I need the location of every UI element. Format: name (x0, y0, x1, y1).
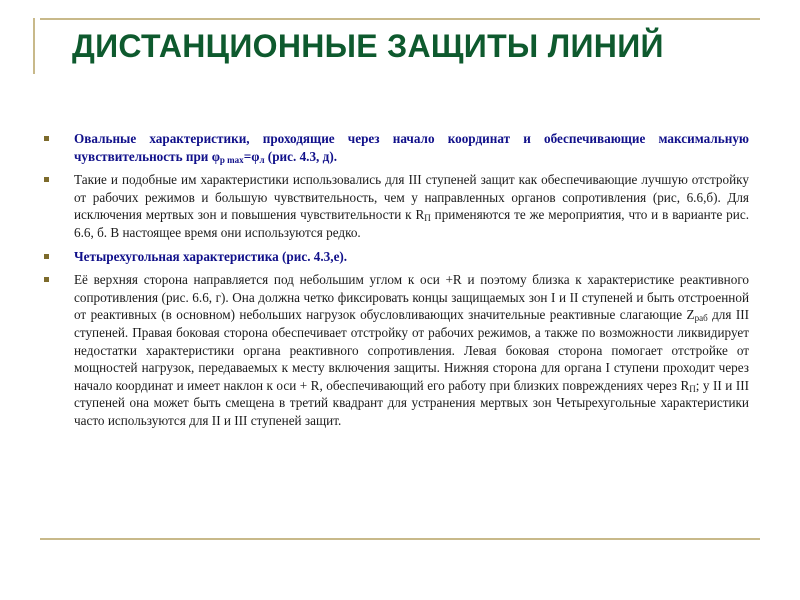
left-accent-line (33, 18, 35, 74)
bullet-list (44, 130, 749, 436)
top-divider (40, 18, 760, 20)
bullet-oval-characteristics: Овальные характеристики, проходящие через начало координат и обеспечивающие максимальную чувствительность при $\varphi_{р max}=\varphi_л$ (рис. 4.3, д). (44, 130, 749, 165)
square-bullet-icon (44, 177, 49, 182)
bullet-quadrilateral-description: Её верхняя сторона направляется под небольшим углом к оси +R и поэтому близка к характеристике реактивного сопротивления (рис. 6.6, г). Она должна четко фиксировать концы защищаемых зон I и II ступеней и быть отстроенной от реактивных (в основном) небольших нагрузок обусловливающих значительные реактивные слагающие $Z_{раб}$ для III ступеней. Правая боковая сторона обеспечивает отстройку от рабочих режимов, а также по возможности ликвидирует недостатки характеристики органа реактивного сопротивления. Левая боковая сторона помогает отстройке от мощностей нагрузок, передаваемых к месту включения защиты. Нижняя сторона для органа I ступени проходит через начало координат и имеет наклон к оси + R, обеспечивающий его работу при близких повреждениях через $R_П$; у II и III ступеней она может быть смещена в третий квадрант для устранения мертвых зон Четырехугольные характеристики часто используются для II и III ступеней защит. (44, 271, 749, 429)
square-bullet-icon (44, 277, 49, 282)
bullet-quadrilateral-characteristic: Четырехугольная характеристика (рис. 4.3,е). (44, 248, 749, 266)
bottom-divider (40, 538, 760, 540)
page-title: ДИСТАНЦИОННЫЕ ЗАЩИТЫ ЛИНИЙ (72, 28, 664, 64)
square-bullet-icon (44, 136, 49, 141)
bullet-usage-description: Такие и подобные им характеристики использовались для III ступеней защит как обеспечивающие лучшую отстройку от рабочих режимов и большую чувствительность, чем у направленных органов сопротивления (рис, 6.6,б). Для исключения мертвых зон и повышения чувствительности к $R_П$ применяются те же мероприятия, что и в варианте рис. 6.6, б. В настоящее время они используются редко. (44, 171, 749, 241)
square-bullet-icon (44, 254, 49, 259)
